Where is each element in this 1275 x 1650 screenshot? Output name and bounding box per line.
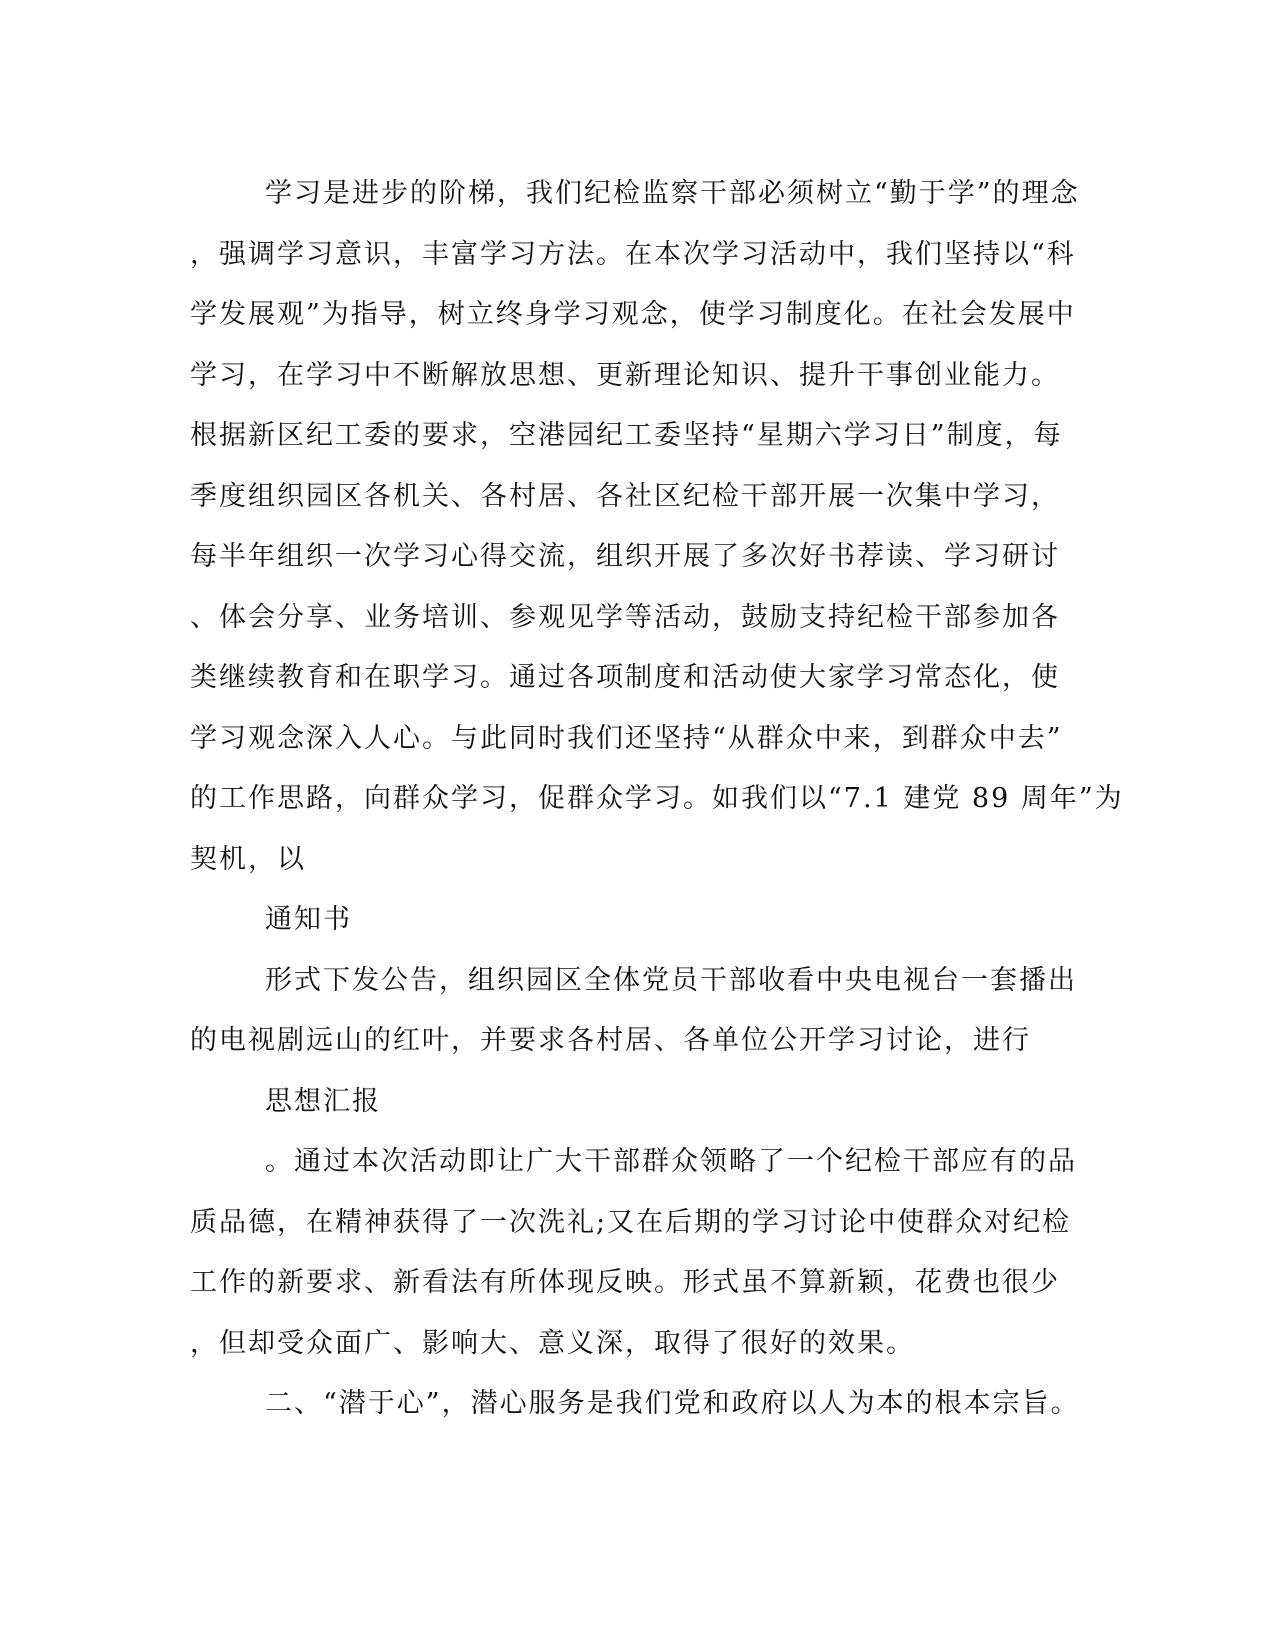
body-text — [190, 164, 1124, 1435]
text-line: 形式下发公告，组织园区全体党员干部收看中央电视台一套播出 — [265, 964, 1077, 996]
text-line: 学习，在学习中不断解放思想、更新理论知识、提升干事创业能力。 — [190, 359, 1060, 391]
text-line: 学习观念深入人心。与此同时我们还坚持“从群众中来，到群众中去” — [190, 722, 1063, 754]
text-line: 通知书 — [265, 904, 352, 935]
text-line: ，但却受众面广、影响大、意义深，取得了很好的效果。 — [190, 1327, 915, 1359]
text-line: 的电视剧远山的红叶，并要求各村居、各单位公开学习讨论，进行 — [190, 1025, 1031, 1056]
text-line: 每半年组织一次学习心得交流，组织开展了多次好书荐读、学习研讨 — [190, 541, 1060, 572]
text-line: 类继续教育和在职学习。通过各项制度和活动使大家学习常态化，使 — [190, 662, 1060, 693]
text-line: 质品德，在精神获得了一次洗礼;又在后期的学习讨论中使群众对纪检 — [190, 1206, 1072, 1238]
text-line: 季度组织园区各机关、各村居、各社区纪检干部开展一次集中学习， — [190, 480, 1060, 512]
text-line: 思想汇报 — [265, 1085, 381, 1117]
text-line: ，强调学习意识，丰富学习方法。在本次学习活动中，我们坚持以“科 — [190, 238, 1076, 270]
text-line: 根据新区纪工委的要求，空港园纪工委坚持“星期六学习日”制度，每 — [190, 420, 1063, 451]
text-line: 契机，以 — [190, 843, 306, 875]
text-line: 工作的新要求、新看法有所体现反映。形式虽不算新颖，花费也很少 — [190, 1267, 1060, 1298]
text-line: 的工作思路，向群众学习，促群众学习。如我们以“7.1 建党 89 周年”为 — [190, 783, 1124, 814]
text-line: 学发展观”为指导，树立终身学习观念，使学习制度化。在社会发展中 — [190, 299, 1076, 330]
text-line: 、体会分享、业务培训、参观见学等活动，鼓励支持纪检干部参加各 — [190, 601, 1060, 633]
text-line: 学习是进步的阶梯，我们纪检监察干部必须树立“勤于学”的理念 — [265, 178, 1080, 209]
text-line: 二、“潜于心”，潜心服务是我们党和政府以人为本的根本宗旨。 — [265, 1388, 1080, 1419]
text-line: 。通过本次活动即让广大干部群众领略了一个纪检干部应有的品 — [265, 1146, 1077, 1177]
